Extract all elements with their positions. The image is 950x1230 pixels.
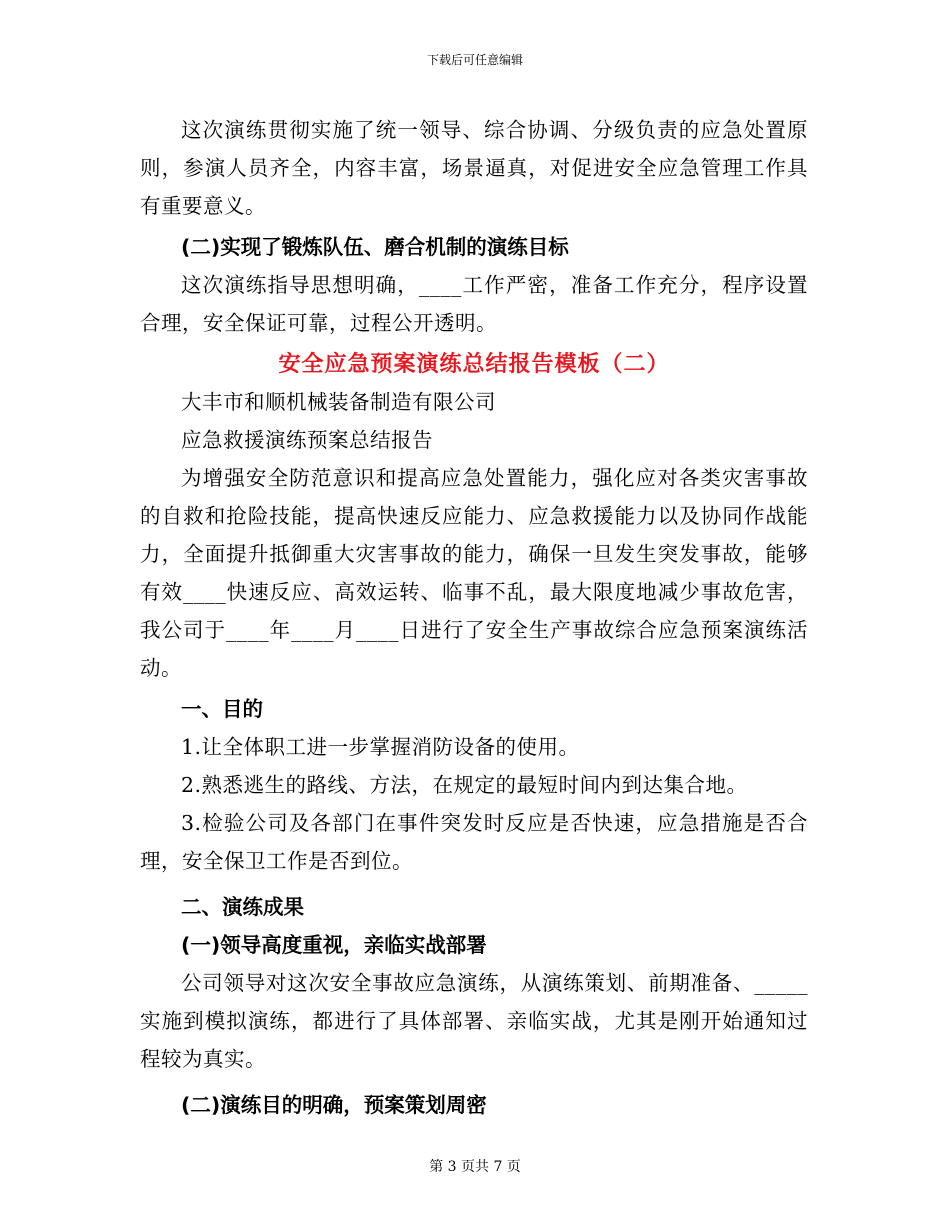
paragraph-drill-guidance: 这次演练指导思想明确，____工作严密，准备工作充分，程序设置合理，安全保证可靠，过程公开透明。: [140, 273, 808, 335]
purpose-item-3: 3.检验公司及各部门在事件突发时反应是否快速，应急措施是否合理，安全保卫工作是否到位。: [140, 811, 808, 873]
purpose-item-2: 2.熟悉逃生的路线、方法，在规定的最短时间内到达集合地。: [181, 773, 748, 797]
document-body: [140, 111, 808, 1124]
page-footer: 第 3 页共 7 页: [429, 1159, 521, 1175]
paragraph-introduction: 为增强安全防范意识和提高应急处置能力，强化应对各类灾害事故的自救和抢险技能，提高快速反应能力、应急救援能力以及协同作战能力，全面提升抵御重大灾害事故的能力，确保一旦发生突发事故，能够有效____快速反应、高效运转、临事不乱，最大限度地减少事故危害，我公司于____年____月____日进行了安全生产事故综合应急预案演练活动。: [140, 466, 808, 680]
paragraph-leadership: 公司领导对这次安全事故应急演练，从演练策划、前期准备、_____实施到模拟演练，都进行了具体部署、亲临实战，尤其是刚开始通知过程较为真实。: [140, 971, 808, 1071]
page-header: 下载后可任意编辑: [426, 53, 523, 67]
company-name: 大丰市和顺机械装备制造有限公司: [181, 390, 496, 414]
heading-results: 二、演练成果: [181, 895, 304, 919]
document-title: 安全应急预案演练总结报告模板（二）: [278, 352, 670, 377]
purpose-item-1: 1.让全体职工进一步掌握消防设备的使用。: [181, 735, 580, 759]
report-name: 应急救援演练预案总结报告: [181, 428, 433, 452]
heading-drill-purpose: (二)演练目的明确，预案策划周密: [181, 1093, 487, 1117]
heading-drill-goal: (二)实现了锻炼队伍、磨合机制的演练目标: [181, 235, 569, 259]
heading-purpose: 一、目的: [181, 697, 263, 721]
heading-leadership: (一)领导高度重视，亲临实战部署: [181, 933, 487, 957]
paragraph-drill-principle: 这次演练贯彻实施了统一领导、综合协调、分级负责的应急处置原则，参演人员齐全，内容丰富，场景逼真，对促进安全应急管理工作具有重要意义。: [140, 118, 808, 218]
